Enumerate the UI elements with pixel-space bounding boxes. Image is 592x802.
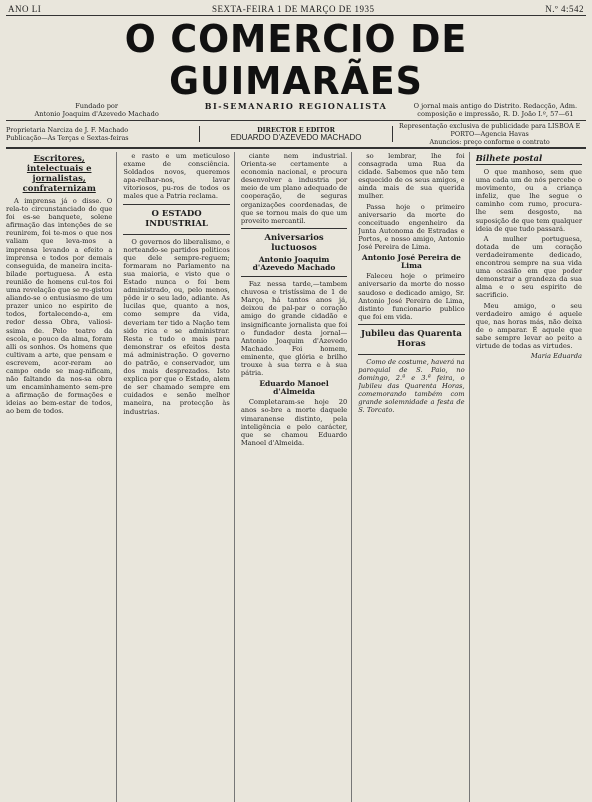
article-body: ciante nem industrial. Orienta-se certamente a economia nacional, e procura desenvolver a industria por meio de um plano adequado de cooperação, de seguras organizações coordenadas, de que se tornou mais do que um proveito mercantil. <box>240 152 348 225</box>
year-label: ANO LI <box>8 4 42 14</box>
publisher-row <box>6 121 586 149</box>
issue-number: N.º 4:542 <box>545 4 584 14</box>
founded-label: Fundado por <box>75 102 119 110</box>
founder-name: Antonio Joaquim d'Azevedo Machado <box>34 110 159 118</box>
column-4 <box>358 152 469 802</box>
article-body: O que manhoso, sem que uma cada um de nós percebe o movimento, ou a criança infeliz, que lhe segue o caminho com rumo, procura-lhe sem desgosto, na suposição de que tem qualquer ideia de que tudo passará. <box>475 168 583 233</box>
date-label: SEXTA-FEIRA 1 DE MARÇO DE 1935 <box>211 4 375 14</box>
article-subtitle: Antonio José Pereira de Lima <box>361 253 461 271</box>
article-body: A mulher portuguesa, dotada de um coração verdadeiramente dedicado, encontrou sempre na sua vida uma ocasião em que poder demonstrar a grandeza da sua alma e o seu espirito de sacrificio. <box>475 234 583 300</box>
article-columns <box>6 152 586 802</box>
founder-block <box>6 102 187 118</box>
article-body: Como de costume, haverá na paroquial de S. Paio, no domingo, 2.ª e 3.ª feira, o Jubileu das Quarenta Horas, comemorando também com grande solemnidade a festa de S. Torcato. <box>358 357 465 415</box>
article-body: Meu amigo, o seu verdadeiro amigo é aquele que, nas horas más, não deixa de o amparar. É aquele que sabe sempre levar ao peito a virtude de todas as virtudes. <box>475 301 583 350</box>
signature: Maria Eduarda <box>530 352 583 361</box>
rep-note: Anuncios: preço conforme o contrato <box>429 138 550 146</box>
article-body: Faz nessa tarde,—tambem chuvosa e tristíssima de 1 de Março, há tantos anos já, deixou de pal-par o coração amigo do grande cidadão e insignificante jornalista que foi o fundador desta jornal—Antonio Joaquim d'Azevedo Machado. Foi homem, eminente, que glória e brilho trouxe à sua terra e à sua pátria. <box>240 280 348 378</box>
address-text: O jornal mais antigo do Distrito. Redacção, Adm. composição e impressão, R. D. João I.º, 57—61 <box>413 102 578 118</box>
director-block <box>199 126 394 142</box>
column-2 <box>123 152 234 802</box>
publication: Publicação—Às Terças e Sextas-feiras <box>6 134 129 142</box>
header-info-row <box>6 102 586 121</box>
article-title: Aniversarios luctuosos <box>264 232 324 253</box>
article-title: O ESTADO INDUSTRIAL <box>145 208 208 229</box>
article-body: A imprensa já o disse. O rela-to circunstanciado do que foi es-se banquete, solene afirmação das intenções de se reunirem, foi te-mos o que nos valiam que leva-mos a imprensa levando a efeito a imprensa e todos por demais conseguida, de maneira incita-bilade portuguesa. A esta reunião de homens cul-tos foi uma revelação que se re-gistou aliando-se o entusiasmo de um prazer unico no espirito de todos, fortalecendo-a, em redor dessa Obra, valiosi-ssima de. Pelo teatro da escola, e pouco da alma, foram alli os sonhos. Os homens que cultivam a arte, que pensam e escrevem, acor-reram ao campo onde se mag-nificam, não faltando da nos-sa obra um encaminhamento sem-pre a afirmação de formações e ideias ao bem-estar de todos, ao bem de todos. <box>6 197 113 416</box>
article-subtitle: Antonio Joaquim d'Azevedo Machado <box>252 254 336 272</box>
article-body: O governos do liberalismo, e norteando-se partidos politicos que dele sempre-reguem; formaram no Parlamento na sua maioria, e visto que o Estado nunca o foi bem administrado, ou, pelo menos, pôde ir o seu lado, adiante. As lucilas que, quanto a nos, como sempre da vida, deveriam ter tido a Nação tem sido rica e se administrar. Resta e tudo o mais para demonstrar os efeitos desta má administração. O governo do patrão, e conservador, um dos mais desprezados. Isto explica por que o Estado, alem de ser chamado sempre em cuidados e senão melhor maneira, na protecção às industrias. <box>123 237 230 416</box>
column-1 <box>6 152 117 802</box>
article-body: e rasto e um meticuloso exame de consciência. Soldados novos, queremos apa-relhar-nos, lavar vitoriosos, pu-ros de todos os males que a Patria reclama. <box>123 152 230 201</box>
rep-block <box>393 122 586 146</box>
publisher-block <box>6 126 199 142</box>
article-title: Jubileu das Quarenta Horas <box>360 328 462 349</box>
article-body: so lembrar, lhe foi consagrada uma Rua da cidade. Sabemos que não tem esquecido de os seus amigos, e ainda mais de sua querida mulher. <box>358 152 465 201</box>
column-3 <box>241 152 352 802</box>
subtitle: BI-SEMANARIO REGIONALISTA <box>204 101 388 111</box>
top-line <box>6 2 586 16</box>
article-title: Escritores, intelectuais e jornalistas, confraternizam <box>22 154 96 194</box>
article-title: Bilhete postal <box>476 154 582 165</box>
masthead-title: O COMERCIO DE GUIMARÃES <box>124 17 468 103</box>
article-subtitle: Eduardo Manoel d'Almeida <box>259 379 329 397</box>
director-name: EDUARDO D'AZEVEDO MACHADO <box>230 133 362 142</box>
column-5 <box>476 152 586 802</box>
proprietor: Proprietaria Narciza de J. F. Machado <box>6 126 129 134</box>
article-body: Passa hoje o primeiro aniversario da morte do conceituado engenheiro da Junta Autonoma de Estradas e Portos, e nosso amigo, Antonio José Pereira de Lima. <box>358 202 465 252</box>
article-body: Completaram-se hoje 20 anos so-bre a morte daquele vimaranense distinto, pela inteligência e pelo carácter, que se chamou Eduardo Manoel d'Almeida. <box>240 398 348 447</box>
director-label: DIRECTOR E EDITOR <box>257 126 335 134</box>
rep-label: Representação exclusiva de publicidade para LISBOA E PORTO—Agencia Havas <box>399 122 581 138</box>
article-body: Faleceu hoje o primeiro aniversario da morte do nosso saudoso e dedicado amigo, Sr. Antonio José Pereira de Lima, distinto funcionario publico que foi em vida. <box>358 272 465 321</box>
